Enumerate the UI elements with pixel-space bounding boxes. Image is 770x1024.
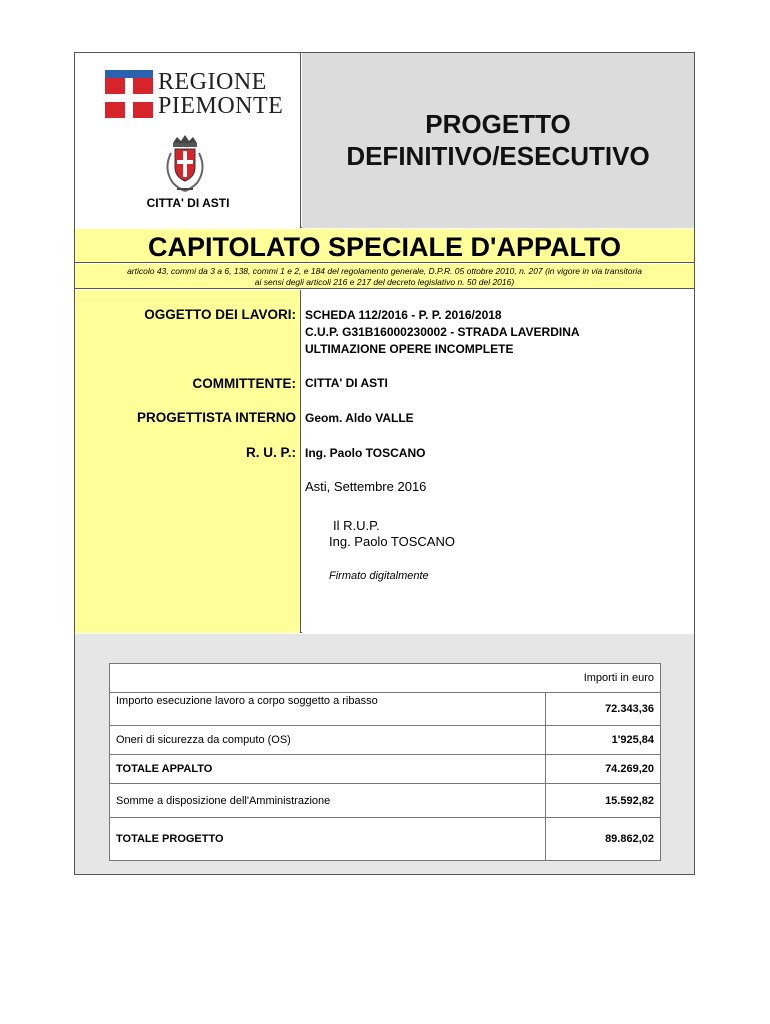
legal-reference-line1: articolo 43, commi da 3 a 6, 138, commi 1 e 2, e 184 del regolamento generale, D.P.R. 05 ottobre 2010, n. 207 (in vigore in via transitoria	[127, 266, 642, 276]
row-amount: 72.343,36	[546, 693, 661, 726]
rup-value: Ing. Paolo TOSCANO	[305, 446, 426, 460]
title-cell	[302, 53, 694, 228]
row-label: Oneri di sicurezza da computo (OS)	[110, 726, 546, 755]
row-label: TOTALE PROGETTO	[110, 818, 546, 861]
signature-name: Ing. Paolo TOSCANO	[329, 534, 455, 549]
progettista-value: Geom. Aldo VALLE	[305, 411, 414, 425]
piemonte-flag-icon	[105, 70, 153, 118]
row-amount: 1'925,84	[546, 726, 661, 755]
oggetto-line2: C.U.P. G31B16000230002 - STRADA LAVERDINA	[305, 325, 580, 339]
document-title: CAPITOLATO SPECIALE D'APPALTO	[75, 229, 694, 263]
city-name: CITTA' DI ASTI	[146, 196, 230, 210]
legal-reference-line2: ai sensi degli articoli 216 e 217 del decreto legislativo n. 50 del 2016)	[254, 277, 515, 287]
table-header-row	[110, 664, 661, 693]
row-amount: 89.862,02	[546, 818, 661, 861]
oggetto-line1: SCHEDA 112/2016 - P. P. 2016/2018	[305, 308, 502, 322]
document-page	[74, 52, 695, 875]
table-row	[110, 726, 661, 755]
row-label: Importo esecuzione lavoro a corpo soggetto a ribasso	[110, 693, 546, 726]
table-row	[110, 693, 661, 726]
oggetto-label: OGGETTO DEI LAVORI:	[144, 307, 296, 322]
cost-summary-section	[75, 634, 694, 874]
table-row	[110, 818, 661, 861]
regione-piemonte-logo	[105, 69, 284, 120]
table-row	[110, 755, 661, 784]
oggetto-line3: ULTIMAZIONE OPERE INCOMPLETE	[305, 342, 514, 356]
logo-cell	[75, 53, 301, 228]
rup-label: R. U. P.:	[245, 445, 296, 460]
currency-header: Importi in euro	[110, 664, 661, 693]
document-type-title	[302, 108, 694, 172]
signature-note: Firmato digitalmente	[329, 570, 429, 582]
table-row	[110, 784, 661, 818]
asti-coat-of-arms-icon	[159, 133, 211, 197]
signature-title: Il R.U.P.	[333, 518, 380, 533]
row-amount: 15.592,82	[546, 784, 661, 818]
date-place: Asti, Settembre 2016	[305, 479, 427, 494]
title-line1: PROGETTO	[425, 109, 571, 139]
cost-table	[109, 663, 661, 861]
values-column	[302, 290, 694, 633]
title-line2: DEFINITIVO/ESECUTIVO	[346, 141, 650, 171]
legal-reference	[75, 264, 694, 289]
row-amount: 74.269,20	[546, 755, 661, 784]
committente-value: CITTA' DI ASTI	[305, 376, 388, 390]
region-name-line1: REGIONE	[158, 69, 267, 95]
row-label: Somme a disposizione dell'Amministrazione	[110, 784, 546, 818]
region-name-line2: PIEMONTE	[158, 93, 284, 119]
committente-label: COMMITTENTE:	[192, 376, 296, 391]
region-name	[158, 70, 283, 118]
labels-column	[75, 290, 301, 633]
progettista-label: PROGETTISTA INTERNO	[136, 410, 296, 425]
project-details	[75, 290, 694, 633]
document-header	[75, 53, 694, 228]
row-label: TOTALE APPALTO	[110, 755, 546, 784]
